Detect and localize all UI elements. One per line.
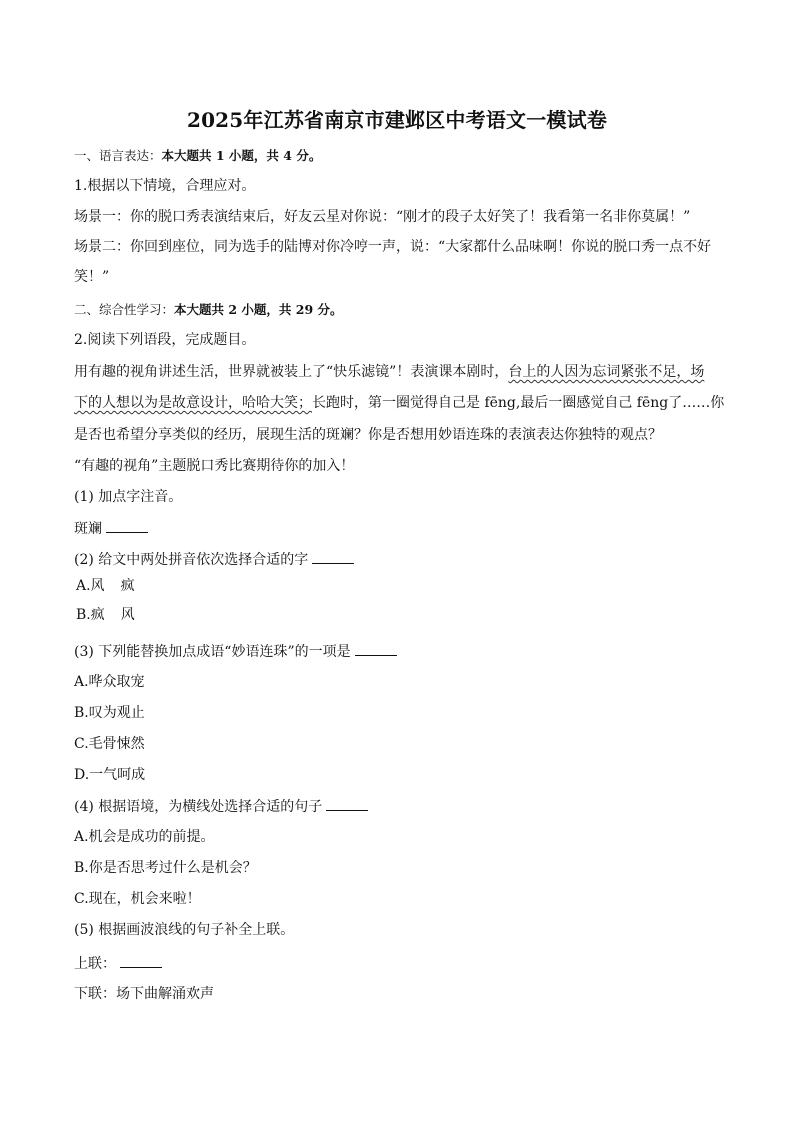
section-2-info: 本大题共 2 小题，共 29 分。: [174, 302, 343, 317]
subq-3-text: (3) 下列能替换加点成语“妙语连珠”的一项是: [74, 644, 351, 660]
subq-3-option-a: A.哗众取宠: [74, 674, 145, 690]
subq-3-option-b: B.叹为观止: [74, 705, 145, 721]
subq-5-lower-couplet: 下联：场下曲解涌欢声: [74, 986, 214, 1002]
subq-1: (1) 加点字注音。: [74, 489, 183, 505]
subq-5-upper-couplet: [74, 953, 724, 974]
subq-2-text: (2) 给文中两处拼音依次选择合适的字: [74, 552, 309, 568]
q1-scene-2: 场景二：你回到座位，同为选手的陆博对你冷哼一声，说：“大家都什么品味啊！你说的脱口秀一点不好: [74, 239, 712, 255]
subq-1-answer: [74, 518, 724, 539]
section-1-heading: [74, 146, 724, 166]
q1-stem: 1.根据以下情境，合理应对。: [74, 178, 256, 194]
section-1-prefix: 一、语言表达：: [74, 148, 162, 163]
subq-4-option-a: A.机会是成功的前提。: [74, 829, 215, 845]
subq-3-option-d: D.一气呵成: [74, 767, 146, 783]
subq-4-option-c: C.现在，机会来啦！: [74, 891, 201, 907]
upper-couplet-label: 上联：: [74, 956, 116, 972]
answer-blank[interactable]: [120, 953, 162, 968]
q2-passage-line-4: “有趣的视角”主题脱口秀比赛期待你的加入！: [74, 458, 355, 474]
subq-4: [74, 796, 724, 817]
section-1-info: 本大题共 1 小题，共 4 分。: [161, 148, 322, 163]
answer-blank[interactable]: [106, 518, 148, 533]
q1-scene-2-cont: 笑！”: [74, 269, 110, 285]
subq-4-text: (4) 根据语境，为横线处选择合适的句子: [74, 799, 323, 815]
q2-passage-line-2: [74, 393, 724, 413]
section-2-heading: [74, 300, 724, 320]
passage-text: 用有趣的视角讲述生活，世界就被装上了“快乐滤镜”！表演课本剧时，: [74, 364, 509, 380]
passage-text: 长跑时，第一圈觉得自己是 fēng,最后一圈感觉自己 fēng了……你: [312, 395, 725, 411]
wavy-underlined-text: 台上的人因为忘词紧张不足，场: [508, 364, 705, 380]
section-2-prefix: 二、综合性学习：: [74, 302, 175, 317]
page-title: 2025年江苏省南京市建邺区中考语文一模试卷: [186, 108, 608, 132]
subq-4-option-b: B.你是否思考过什么是机会？: [74, 860, 257, 876]
subq-2: [74, 549, 724, 570]
subq-3-option-c: C.毛骨悚然: [74, 736, 145, 752]
dotted-word: 斑斓: [74, 521, 102, 537]
subq-3: [74, 641, 724, 662]
q2-passage-line-1: [74, 362, 724, 382]
q2-stem: 2.阅读下列语段，完成题目。: [74, 332, 256, 348]
answer-blank[interactable]: [326, 796, 368, 811]
q1-scene-1: 场景一：你的脱口秀表演结束后，好友云星对你说：“刚才的段子太好笑了！我看第一名非你莫属！”: [74, 209, 691, 225]
option-b-second: 风: [120, 607, 135, 623]
option-b-first: B.疯: [76, 607, 105, 623]
subq-2-option-a: [76, 576, 726, 596]
answer-blank[interactable]: [355, 641, 397, 656]
answer-blank[interactable]: [312, 549, 354, 564]
option-a-first: A.风: [76, 578, 105, 594]
subq-2-option-b: [76, 605, 726, 625]
q2-passage-line-3: 是否也希望分享类似的经历，展现生活的斑斓？你是否想用妙语连珠的表演表达你独特的观点？: [74, 427, 662, 443]
option-a-second: 疯: [120, 578, 135, 594]
subq-5: (5) 根据画波浪线的句子补全上联。: [74, 922, 295, 938]
wavy-underlined-text: 下的人想以为是故意设计，哈哈大笑；: [74, 395, 312, 411]
